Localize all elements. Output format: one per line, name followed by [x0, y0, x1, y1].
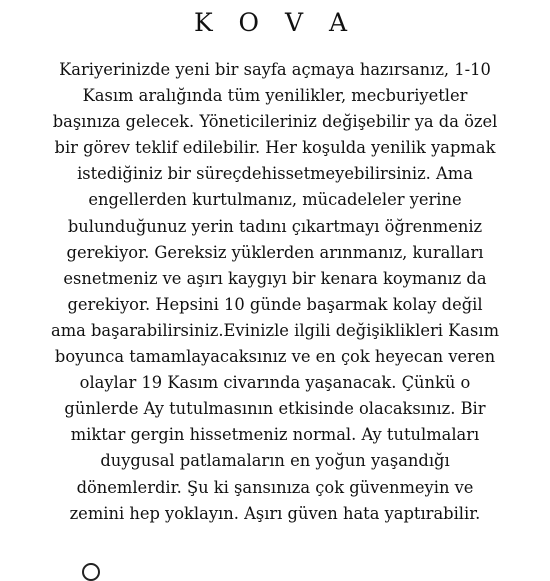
paragraph-line: bir görev teklif edilebilir. Her koşulda yenilik yapmak [54, 138, 496, 158]
paragraph-line: istediğiniz bir süreçdehissetmeyebilirsiniz. Ama [77, 164, 473, 184]
paragraph-line: esnetmeniz ve aşırı kaygıyı bir kenara koymanız da [63, 268, 487, 288]
paragraph-line: bulunduğunuz yerin tadını çıkartmayı öğrenmeniz [67, 216, 483, 236]
paragraph-line: dönemlerdir. Şu ki şansınıza çok güvenmeyin ve [76, 477, 474, 497]
paragraph-line: ama başarabilirsiniz.Evinizle ilgili değişiklikleri Kasım [50, 320, 500, 340]
horoscope-paragraph [4, 57, 546, 527]
paragraph-line: olaylar 19 Kasım civarında yaşanacak. Çünkü o [79, 373, 471, 393]
paragraph-line: miktar gergin hissetmeniz normal. Ay tutulmaları [70, 425, 480, 445]
paragraph-line: günlerde Ay tutulmasının etkisinde olacaksınız. Bir [64, 399, 486, 419]
paragraph-line: gerekiyor. Hepsini 10 günde başarmak kolay değil [67, 294, 483, 314]
paragraph-line: engellerden kurtulmanız, mücadeleler yerine [88, 190, 462, 210]
paragraph-line: başınıza gelecek. Yöneticileriniz değişebilir ya da özel [52, 112, 498, 132]
paragraph-line: boyunca tamamlayacaksınız ve en çok heyecan veren [54, 347, 496, 367]
page-title: K O V A [193, 8, 357, 37]
paragraph-line: zemini hep yoklayın. Aşırı güven hata yaptırabilir. [69, 503, 481, 523]
paragraph-line: Kasım aralığında tüm yenilikler, mecburiyetler [82, 86, 468, 106]
paragraph-line: gerekiyor. Gereksiz yüklerden arınmanız, kuralları [66, 242, 484, 262]
paragraph-line: duygusal patlamaların en yoğun yaşandığı [100, 451, 450, 471]
circle-icon [82, 563, 100, 581]
paragraph-line: Kariyerinizde yeni bir sayfa açmaya hazırsanız, 1-10 [59, 60, 491, 79]
